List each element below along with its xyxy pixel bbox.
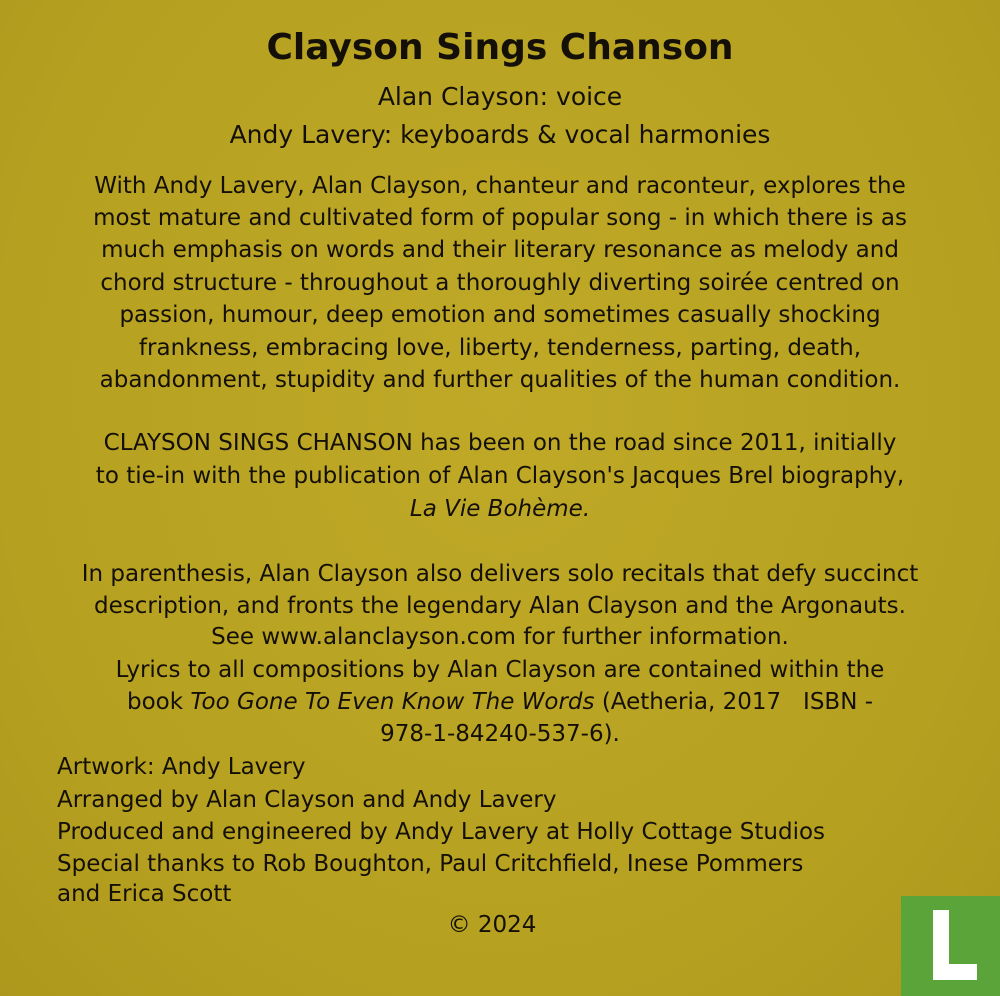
text-line: most mature and cultivated form of popular song - in which there is as — [93, 205, 907, 231]
book-title-italic — [0, 494, 1000, 525]
text-line: abandonment, stupidity and further qualities of the human condition. — [99, 367, 901, 393]
credit-line: and Erica Scott — [57, 881, 232, 907]
copyright: © 2024 — [447, 912, 537, 938]
credit-line: Artwork: Andy Lavery — [57, 754, 306, 780]
credit-line: Special thanks to Rob Boughton, Paul Critchfield, Inese Pommers — [57, 851, 804, 877]
text-line: frankness, embracing love, liberty, tenderness, parting, death, — [138, 335, 862, 361]
isbn-line: 978-1-84240-537-6). — [380, 721, 620, 747]
credit-line: Produced and engineered by Andy Lavery at Holly Cottage Studios — [57, 819, 826, 845]
text-line: much emphasis on words and their literary resonance as melody and — [101, 237, 899, 263]
credit-voice: Alan Clayson: voice — [377, 82, 623, 111]
website-line: See www.alanclayson.com for further information. — [211, 624, 789, 650]
logo-l-horizontal — [933, 964, 977, 980]
text-line: Lyrics to all compositions by Alan Clayson are contained within the — [115, 657, 885, 683]
album-title: Clayson Sings Chanson — [266, 27, 734, 68]
book-suffix: (Aetheria, 2017 ISBN - — [594, 689, 874, 715]
text-line: to tie-in with the publication of Alan Clayson's Jacques Brel biography, — [95, 463, 905, 489]
credit-keyboards: Andy Lavery: keyboards & vocal harmonies — [229, 120, 771, 149]
text-line: With Andy Lavery, Alan Clayson, chanteur and raconteur, explores the — [94, 173, 906, 199]
book-prefix: book — [126, 689, 191, 715]
italic-title: La Vie Bohème. — [409, 496, 591, 522]
text-line: passion, humour, deep emotion and sometimes casually shocking — [119, 302, 881, 328]
credit-line: Arranged by Alan Clayson and Andy Lavery — [57, 787, 557, 813]
book-line — [0, 687, 1000, 718]
text-line: In parenthesis, Alan Clayson also delivers solo recitals that defy succinct — [81, 561, 919, 587]
lastdodo-logo-icon — [901, 896, 1000, 996]
text-line: CLAYSON SINGS CHANSON has been on the road since 2011, initially — [103, 430, 897, 456]
text-line: chord structure - throughout a thoroughly diverting soirée centred on — [100, 270, 900, 296]
text-line: description, and fronts the legendary Alan Clayson and the Argonauts. — [94, 593, 906, 619]
book-title: Too Gone To Even Know The Words — [190, 689, 595, 715]
